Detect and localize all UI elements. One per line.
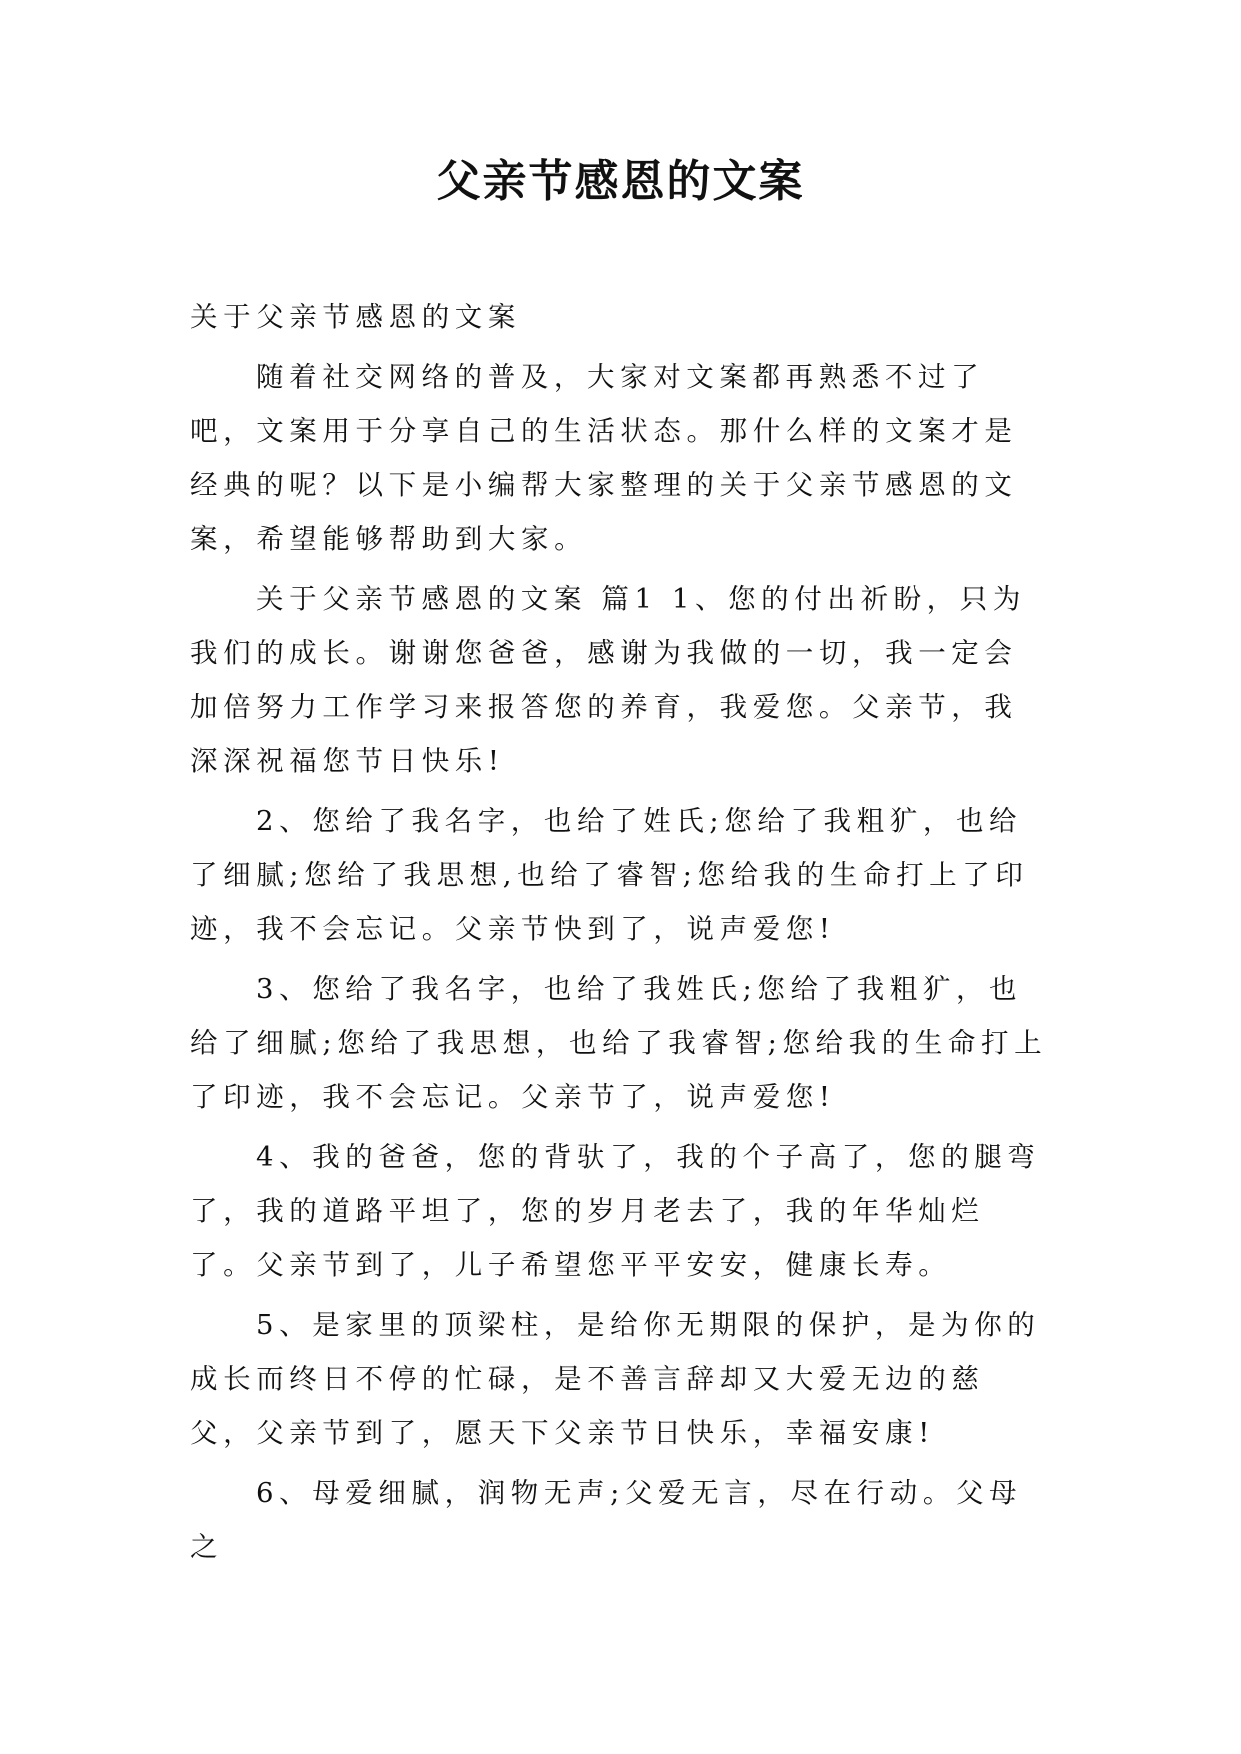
- paragraph-intro: 随着社交网络的普及，大家对文案都再熟悉不过了吧，文案用于分享自己的生活状态。那什么样的文案才是经典的呢？以下是小编帮大家整理的关于父亲节感恩的文案，希望能够帮助到大家。: [190, 361, 1018, 555]
- paragraph-item-4: 4、我的爸爸，您的背驮了，我的个子高了，您的腿弯了，我的道路平坦了，您的岁月老去了，我的年华灿烂了。父亲节到了，儿子希望您平平安安，健康长寿。: [190, 1141, 1041, 1281]
- paragraph-item-3: 3、您给了我名字，也给了我姓氏;您给了我粗犷，也给了细腻;您给了我思想，也给了我睿智;您给我的生命打上了印迹，我不会忘记。父亲节了，说声爱您!: [190, 973, 1048, 1113]
- subtitle: 关于父亲节感恩的文案: [190, 301, 521, 333]
- paragraph-item-1: 关于父亲节感恩的文案 篇1 1、您的付出祈盼，只为我们的成长。谢谢您爸爸，感谢为我做的一切，我一定会加倍努力工作学习来报答您的养育，我爱您。父亲节，我深深祝福您节日快乐!: [190, 583, 1026, 777]
- paragraph-item-2: 2、您给了我名字，也给了姓氏;您给了我粗犷，也给了细腻;您给了我思想,也给了睿智;您给我的生命打上了印迹，我不会忘记。父亲节快到了，说声爱您!: [190, 805, 1029, 945]
- paragraph-item-5: 5、是家里的顶梁柱，是给你无期限的保护，是为你的成长而终日不停的忙碌，是不善言辞却又大爱无边的慈父，父亲节到了，愿天下父亲节日快乐，幸福安康!: [190, 1309, 1041, 1449]
- document-body: [190, 290, 1050, 1580]
- document-title: 父亲节感恩的文案: [436, 156, 805, 207]
- paragraph-item-6: 6、母爱细腻，润物无声;父爱无言，尽在行动。父母之: [190, 1477, 1023, 1563]
